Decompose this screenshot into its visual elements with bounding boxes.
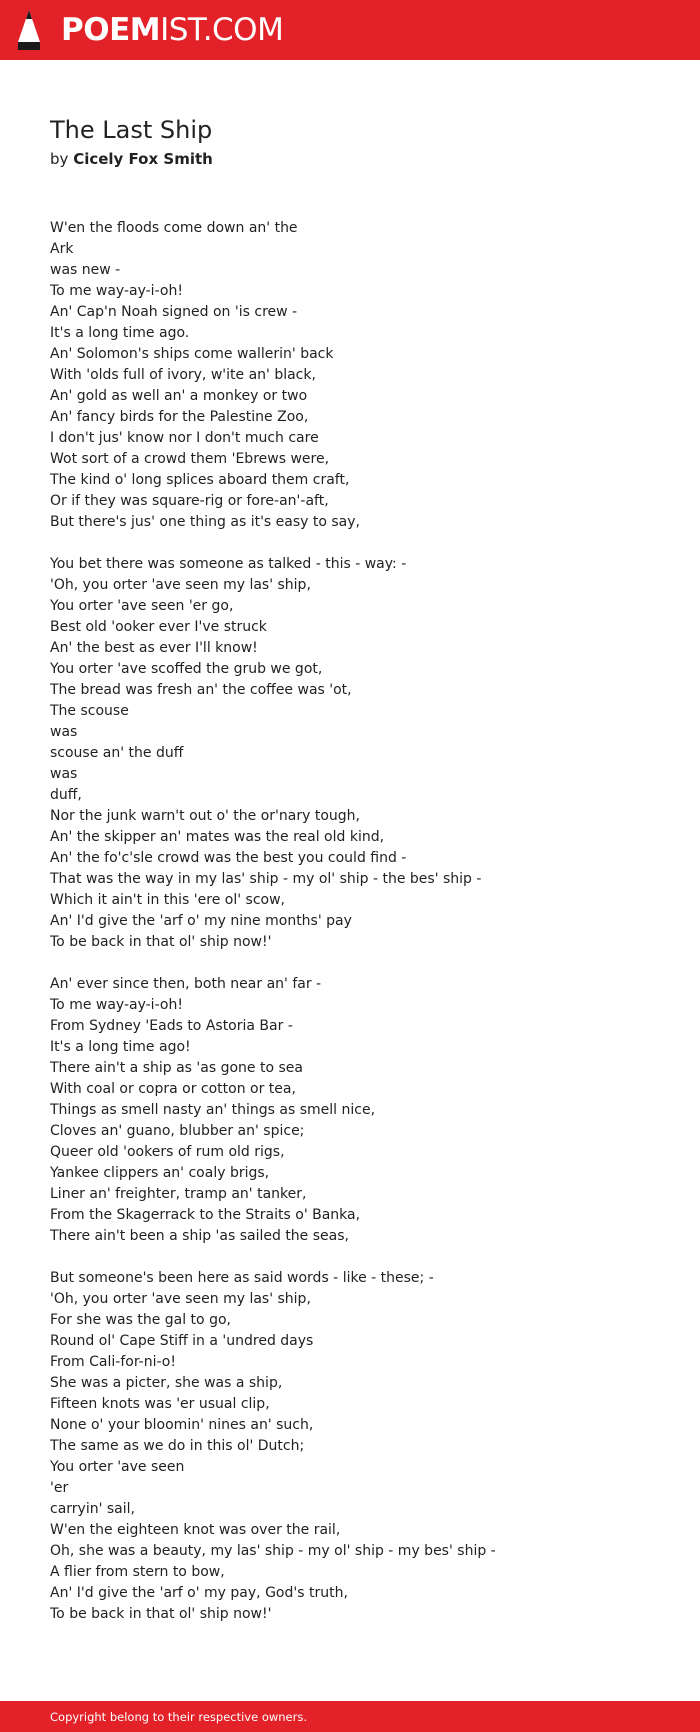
logo-bold-text: POEM <box>61 12 161 48</box>
poem-line: With 'olds full of ivory, w'ite an' black, <box>50 367 316 383</box>
stanza <box>50 974 670 1247</box>
poem-line: For she was the gal to go, <box>50 1312 231 1328</box>
author-name[interactable]: Cicely Fox Smith <box>73 150 213 168</box>
site-header <box>0 0 700 60</box>
poem-line: was <box>50 724 78 740</box>
poem-line: Liner an' freighter, tramp an' tanker, <box>50 1186 307 1202</box>
poem-line: To be back in that ol' ship now!' <box>50 1606 272 1622</box>
poem-line: A flier from stern to bow, <box>50 1564 225 1580</box>
site-footer <box>0 1701 700 1732</box>
poem-line: An' gold as well an' a monkey or two <box>50 388 308 404</box>
poem-line: An' the skipper an' mates was the real old kind, <box>50 829 385 845</box>
poem-line: The scouse <box>50 703 129 719</box>
poem-line: An' I'd give the 'arf o' my nine months' pay <box>50 913 352 929</box>
poem-line: An' Cap'n Noah signed on 'is crew - <box>50 304 298 320</box>
poem-line: 'Oh, you orter 'ave seen my las' ship, <box>50 577 311 593</box>
poem-line: Queer old 'ookers of rum old rigs, <box>50 1144 285 1160</box>
poem-line: Best old 'ooker ever I've struck <box>50 619 267 635</box>
poem-line: You bet there was someone as talked - this - way: - <box>50 556 407 572</box>
poem-line: There ain't a ship as 'as gone to sea <box>50 1060 303 1076</box>
copyright-text: Copyright belong to their respective owners. <box>50 1710 308 1724</box>
poem-line: There ain't been a ship 'as sailed the seas, <box>50 1228 349 1244</box>
poem-line: You orter 'ave seen <box>50 1459 185 1475</box>
poem-line: An' fancy birds for the Palestine Zoo, <box>50 409 309 425</box>
poem-line: 'Oh, you orter 'ave seen my las' ship, <box>50 1291 311 1307</box>
poem-line: Cloves an' guano, blubber an' spice; <box>50 1123 305 1139</box>
poem-body <box>50 218 670 1646</box>
poem-line: Wot sort of a crowd them 'Ebrews were, <box>50 451 330 467</box>
poem-heading <box>50 114 670 170</box>
site-logo[interactable] <box>61 11 283 49</box>
by-label: by <box>50 150 69 168</box>
poem-line: She was a picter, she was a ship, <box>50 1375 283 1391</box>
poem-line: From Cali-for-ni-o! <box>50 1354 176 1370</box>
poem-line: Things as smell nasty an' things as smell nice, <box>50 1102 376 1118</box>
stanza <box>50 554 670 953</box>
poem-line: But someone's been here as said words - like - these; - <box>50 1270 434 1286</box>
poem-line: I don't jus' know nor I don't much care <box>50 430 319 446</box>
poem-line: Which it ain't in this 'ere ol' scow, <box>50 892 285 908</box>
byline <box>50 148 670 170</box>
poem-line: From Sydney 'Eads to Astoria Bar - <box>50 1018 293 1034</box>
poem-line: To me way-ay-i-oh! <box>50 283 183 299</box>
poem-line: That was the way in my las' ship - my ol' ship - the bes' ship - <box>50 871 482 887</box>
poem-line: W'en the eighteen knot was over the rail, <box>50 1522 341 1538</box>
stanza <box>50 1268 670 1625</box>
poem-line: Fifteen knots was 'er usual clip, <box>50 1396 270 1412</box>
poem-line: An' Solomon's ships come wallerin' back <box>50 346 334 362</box>
poem-line: It's a long time ago! <box>50 1039 191 1055</box>
stanza <box>50 218 670 533</box>
poem-line: scouse an' the duff <box>50 745 184 761</box>
poem-line: An' I'd give the 'arf o' my pay, God's truth, <box>50 1585 348 1601</box>
pencil-icon[interactable] <box>16 10 42 50</box>
poem-line: duff, <box>50 787 82 803</box>
poem-line: Nor the junk warn't out o' the or'nary tough, <box>50 808 360 824</box>
poem-line: Oh, she was a beauty, my las' ship - my ol' ship - my bes' ship - <box>50 1543 496 1559</box>
poem-line: You orter 'ave seen 'er go, <box>50 598 234 614</box>
poem-line: You orter 'ave scoffed the grub we got, <box>50 661 323 677</box>
poem-line: Or if they was square-rig or fore-an'-aft, <box>50 493 329 509</box>
poem-line: To be back in that ol' ship now!' <box>50 934 272 950</box>
poem-line: The bread was fresh an' the coffee was 'ot, <box>50 682 352 698</box>
poem-line: An' the fo'c'sle crowd was the best you could find - <box>50 850 407 866</box>
poem-line: None o' your bloomin' nines an' such, <box>50 1417 314 1433</box>
logo-rest-text: IST.COM <box>160 12 284 48</box>
poem-title: The Last Ship <box>50 116 213 144</box>
poem-line: 'er <box>50 1480 69 1496</box>
poem-line: An' the best as ever I'll know! <box>50 640 258 656</box>
poem-line: With coal or copra or cotton or tea, <box>50 1081 296 1097</box>
poem-line: carryin' sail, <box>50 1501 135 1517</box>
poem-line: Round ol' Cape Stiff in a 'undred days <box>50 1333 314 1349</box>
poem-line: The same as we do in this ol' Dutch; <box>50 1438 305 1454</box>
poem-line: The kind o' long splices aboard them craft, <box>50 472 350 488</box>
poem-line: was <box>50 766 78 782</box>
poem-line: Ark <box>50 241 74 257</box>
poem-line: But there's jus' one thing as it's easy to say, <box>50 514 360 530</box>
poem-line: W'en the floods come down an' the <box>50 220 298 236</box>
poem-line: An' ever since then, both near an' far - <box>50 976 322 992</box>
poem-line: Yankee clippers an' coaly brigs, <box>50 1165 270 1181</box>
poem-line: It's a long time ago. <box>50 325 190 341</box>
poem-line: was new - <box>50 262 121 278</box>
poem-line: To me way-ay-i-oh! <box>50 997 183 1013</box>
poem-line: From the Skagerrack to the Straits o' Banka, <box>50 1207 361 1223</box>
